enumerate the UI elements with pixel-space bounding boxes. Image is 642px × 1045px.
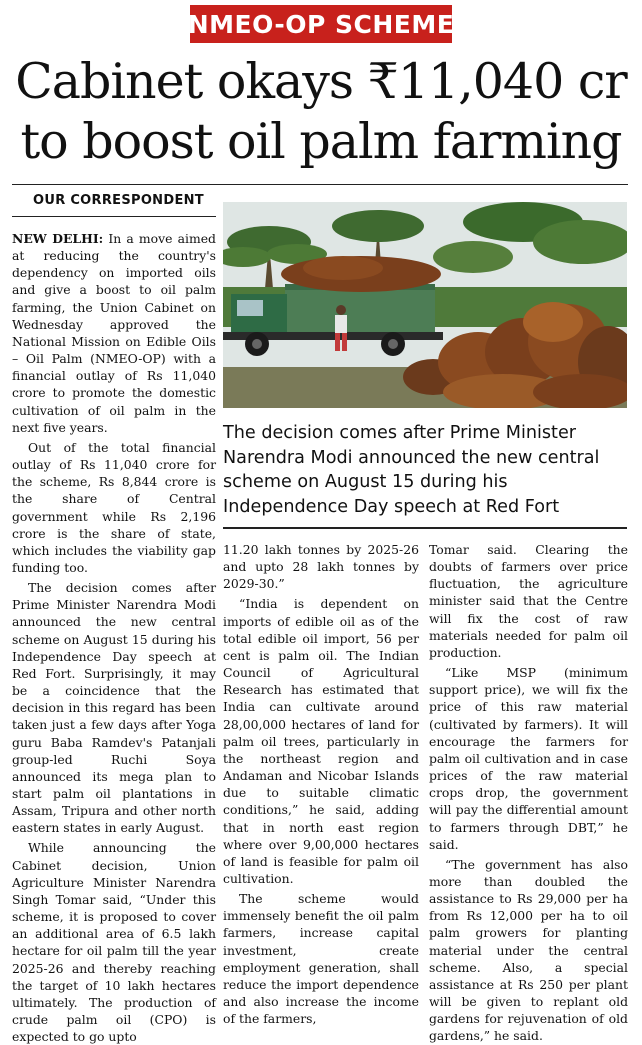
photo-caption: The decision comes after Prime Minister Narendra Modi announced the new central scheme on August 15 during his Independence Day speech at Red Fort: [223, 423, 600, 517]
oil-palm-truck-photo: [223, 202, 627, 408]
article-column-3: [429, 541, 628, 1045]
paragraph: The decision comes after Prime Minister Narendra Modi announced the new central scheme on August 15 during his Independence Day speech at Red Fort. Surprisingly, it may be a coincidence that the decision in this regard has been taken just a few days after Yoga guru Baba Ramdev's Patanjali group-led Ruchi Soya announced its mega plan to start palm oil plantations in Assam, Tripura and other north eastern states in early August.: [12, 580, 216, 836]
article-column-2: [223, 541, 419, 1027]
paragraph-text: In a move aimed at reducing the country's dependency on imported oils and give a boost to oil palm farming, the Union Cabinet on Wednesday approved the National Mission on Edible Oils – Oil Palm (NMEO-OP) with a financial outlay of Rs 11,040 crore to promote the domestic cultivation of oil palm in the next five years.: [12, 231, 216, 435]
byline: OUR CORRESPONDENT: [33, 193, 204, 208]
headline-rule: [12, 184, 628, 185]
paragraph: “Like MSP (minimum support price), we will fix the price of this raw material (cultivated by farmers). It will encourage the farmers for palm oil cultivation and in case prices of the raw material crops drop, the government will pay the differential amount to farmers through DBT,” he said.: [429, 665, 628, 852]
paragraph: Tomar said. Clearing the doubts of farmers over price fluctuation, the agriculture minister said that the Centre will fix the cost of raw materials needed for palm oil production.: [429, 542, 628, 660]
byline-rule: [12, 216, 216, 217]
dateline: NEW DELHI:: [12, 231, 104, 246]
paragraph: Out of the total financial outlay of Rs 11,040 crore for the scheme, Rs 8,844 crore is the share of Central government while Rs 2,196 crore is the share of state, which includes the viability gap funding too.: [12, 439, 216, 575]
paragraph: “India is dependent on imports of edible oil as of the total edible oil import, 56 per cent is palm oil. The Indian Council of Agricultural Research has estimated that India can cultivate around 28,00,000 hectares of land for palm oil trees, particularly in the northeast region and Andaman and Nicobar Islands due to suitable climatic conditions,” he said, adding that in north east region where over 9,00,000 hectares of land is feasible for palm oil cultivation.: [223, 596, 419, 886]
paragraph: The scheme would immensely benefit the oil palm farmers, increase capital investment, create employment generation, shall reduce the import dependence and also increase the income of the farmers,: [223, 891, 419, 1027]
paragraph-lead: [12, 230, 216, 436]
paragraph: 11.20 lakh tonnes by 2025-26 and upto 28 lakh tonnes by 2029-30.”: [223, 542, 419, 592]
article-column-1: [12, 230, 216, 1045]
caption-rule: [223, 527, 627, 529]
paragraph: While announcing the Cabinet decision, Union Agriculture Minister Narendra Singh Tomar said, “Under this scheme, it is proposed to cover an additional area of 6.5 lakh hectare for oil palm till the year 2025-26 and thereby reaching the target of 10 lakh hectares ultimately. The production of crude palm oil (CPO) is expected to go upto: [12, 840, 216, 1045]
headline-line-2: to boost oil palm farming: [20, 113, 622, 170]
paragraph: “The government has also more than doubled the assistance to Rs 29,000 per ha from Rs 12,000 per ha to oil palm growers for planting material under the central scheme. Also, a special assistance at Rs 250 per plant will be given to replant old gardens for rejuvenation of old gardens,” he said.: [429, 856, 628, 1044]
headline-line-1: Cabinet okays ₹11,040 cr: [15, 53, 627, 110]
kicker-label: NMEO-OP SCHEME: [190, 5, 452, 43]
